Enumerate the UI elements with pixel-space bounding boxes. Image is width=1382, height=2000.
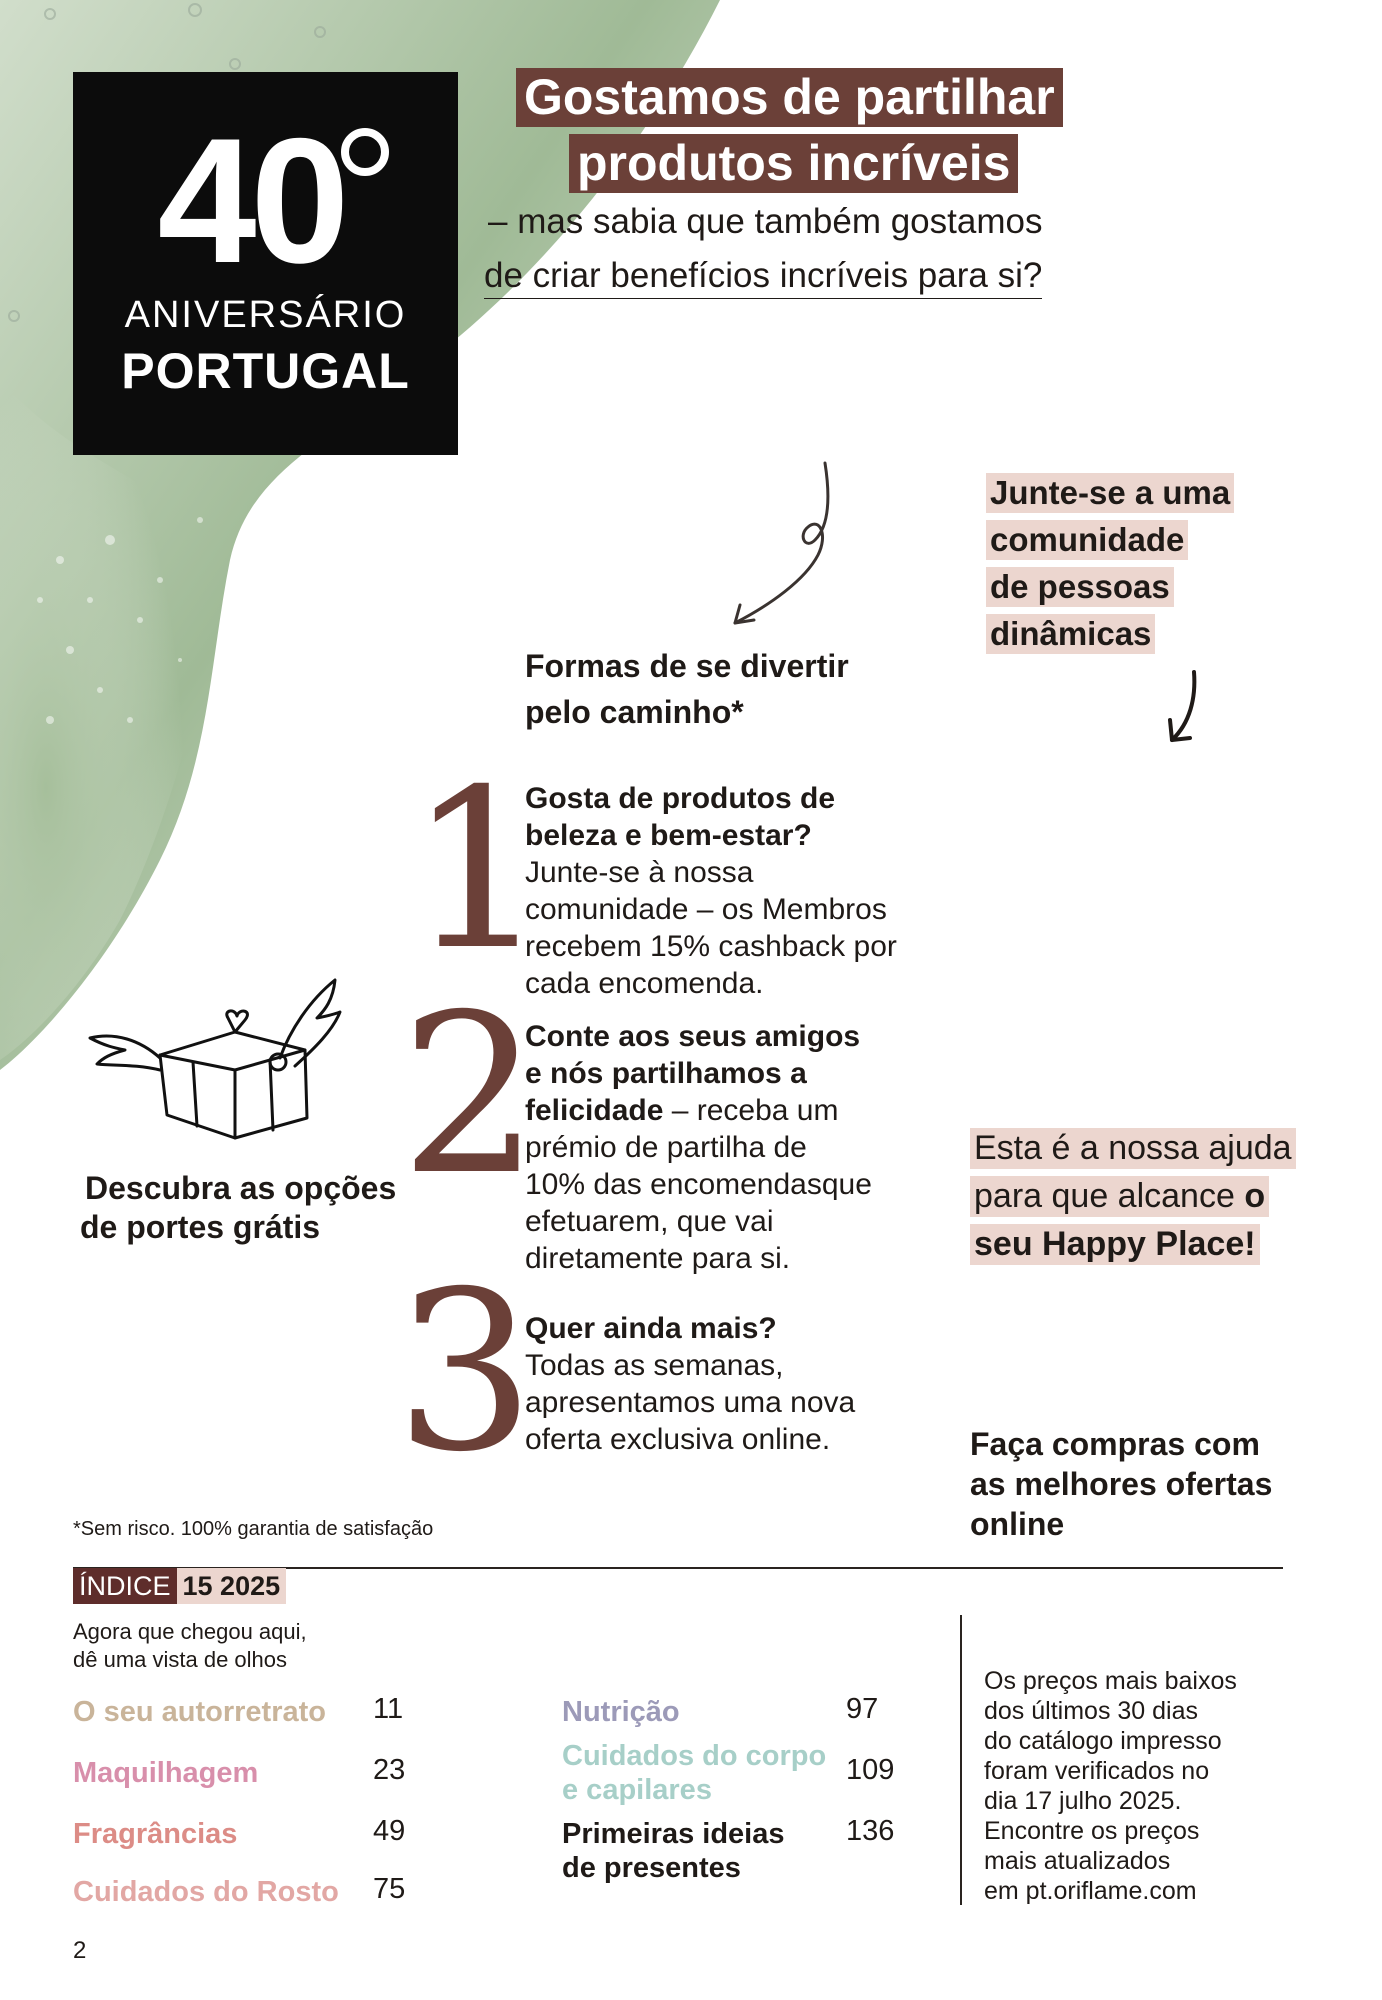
offers-line-2: as melhores ofertas <box>970 1466 1273 1502</box>
fun-title-line-1: Formas de se divertir <box>525 648 849 684</box>
index-link-cuidados-corpo[interactable] <box>562 1739 826 1807</box>
community-line-1: Junte-se a uma <box>986 473 1234 513</box>
step-3-text-line-3: oferta exclusiva online. <box>525 1423 831 1456</box>
anniversary-badge <box>73 72 458 455</box>
index-intro-1: Agora que chegou aqui, <box>73 1619 307 1644</box>
index-link-nutricao[interactable]: Nutrição <box>562 1696 680 1728</box>
step-2-title-line-2: e nós partilhamos a <box>525 1057 807 1090</box>
prices-line-5: dia 17 julho 2025. <box>984 1787 1182 1815</box>
page-number: 2 <box>73 1937 87 1964</box>
community-line-3: de pessoas <box>986 567 1174 607</box>
index-page-maquilhagem: 23 <box>373 1754 406 1786</box>
index-primeiras-ideias-line-2: de presentes <box>562 1852 741 1884</box>
offers-line-3: online <box>970 1506 1065 1542</box>
step-number-3: 3 <box>395 1244 535 1500</box>
footnote: *Sem risco. 100% garantia de satisfação <box>73 1518 434 1540</box>
fun-title-line-2: pelo caminho* <box>525 694 744 730</box>
step-2-text-line-2: 10% das encomendasque <box>525 1168 872 1201</box>
index-tag <box>73 1568 286 1604</box>
prices-line-2: dos últimos 30 dias <box>984 1697 1199 1725</box>
headline-subtitle-1: – mas sabia que também gostamos <box>488 202 1043 241</box>
prices-line-1: Os preços mais baixos <box>984 1667 1237 1695</box>
index-page-fragrancias: 49 <box>373 1815 406 1847</box>
step-2-title-line-3 <box>525 1092 838 1129</box>
badge-anniversary-text: ANIVERSÁRIO <box>124 294 407 336</box>
help-line-1: Esta é a nossa ajuda <box>970 1128 1296 1169</box>
step-1-title-line-2: beleza e bem-estar? <box>525 819 812 852</box>
index-link-maquilhagem[interactable]: Maquilhagem <box>73 1757 259 1789</box>
index-page-primeiras-ideias: 136 <box>846 1815 895 1847</box>
step-3-text-line-2: apresentamos uma nova <box>525 1386 856 1419</box>
offers-line-1: Faça compras com <box>970 1426 1260 1462</box>
index-cuidados-corpo-line-1: Cuidados do corpo <box>562 1740 827 1772</box>
help-line-2-bold: o <box>1244 1177 1266 1215</box>
prices-line-6: Encontre os preços <box>984 1817 1200 1845</box>
step-1-text-line-4: cada encomenda. <box>525 967 764 1000</box>
vertical-divider <box>960 1615 962 1905</box>
help-line-3: seu Happy Place! <box>970 1224 1260 1265</box>
step-2-text-line-1: prémio de partilha de <box>525 1131 807 1164</box>
community-line-4: dinâmicas <box>986 614 1155 654</box>
index-link-fragrancias[interactable]: Fragrâncias <box>73 1818 238 1850</box>
index-primeiras-ideias-line-1: Primeiras ideias <box>562 1818 785 1850</box>
index-page-nutricao: 97 <box>846 1693 879 1725</box>
badge-country-text: PORTUGAL <box>121 343 410 399</box>
step-2-text-line-4: diretamente para si. <box>525 1242 791 1275</box>
index-link-primeiras-ideias[interactable] <box>562 1817 784 1885</box>
step-1-text-line-1: Junte-se à nossa <box>525 856 754 889</box>
index-page-cuidados-rosto: 75 <box>373 1873 406 1905</box>
step-3-title: Quer ainda mais? <box>525 1312 777 1345</box>
step-number-1: 1 <box>408 742 548 998</box>
badge-number: 40 <box>157 101 344 300</box>
step-number-2: 2 <box>400 967 540 1223</box>
prices-line-8: em pt.oriflame.com <box>984 1877 1197 1905</box>
index-page-autorretrato: 11 <box>373 1693 404 1725</box>
degree-symbol-icon <box>341 128 389 176</box>
help-line-2-text: para que alcance <box>974 1177 1245 1215</box>
index-cuidados-corpo-line-2: e capilares <box>562 1774 712 1806</box>
prices-line-4: foram verificados no <box>984 1757 1210 1785</box>
step-2-text-line-3: efetuarem, que vai <box>525 1205 774 1238</box>
community-line-2: comunidade <box>986 520 1188 560</box>
down-arrow-icon <box>1160 668 1210 748</box>
index-issue: 15 2025 <box>177 1568 287 1604</box>
index-tag-label: ÍNDICE <box>73 1568 177 1604</box>
step-1-text-line-3: recebem 15% cashback por <box>525 930 897 963</box>
index-link-cuidados-rosto[interactable]: Cuidados do Rosto <box>73 1876 339 1908</box>
flying-gift-box-icon <box>85 970 345 1150</box>
step-2-title-line-1: Conte aos seus amigos <box>525 1020 861 1053</box>
curly-arrow-icon <box>720 455 840 635</box>
step-1-title-line-1: Gosta de produtos de <box>525 782 836 815</box>
step-3-text-line-1: Todas as semanas, <box>525 1349 784 1382</box>
shipping-line-2: de portes grátis <box>80 1209 321 1245</box>
prices-line-3: do catálogo impresso <box>984 1727 1222 1755</box>
prices-line-7: mais atualizados <box>984 1847 1171 1875</box>
index-intro-2: dê uma vista de olhos <box>73 1647 288 1672</box>
headline-line-2: produtos incríveis <box>569 134 1018 193</box>
step-2-inline-text: – receba um <box>663 1094 839 1127</box>
headline-line-1: Gostamos de partilhar <box>516 68 1063 127</box>
index-link-autorretrato[interactable]: O seu autorretrato <box>73 1696 326 1728</box>
step-2-title-bold: felicidade <box>525 1094 664 1127</box>
help-line-2 <box>970 1176 1269 1217</box>
step-1-text-line-2: comunidade – os Membros <box>525 893 887 926</box>
index-page-cuidados-corpo: 109 <box>846 1754 895 1786</box>
shipping-line-1: Descubra as opções <box>85 1170 397 1206</box>
headline-subtitle-2: de criar benefícios incríveis para si? <box>484 256 1042 299</box>
